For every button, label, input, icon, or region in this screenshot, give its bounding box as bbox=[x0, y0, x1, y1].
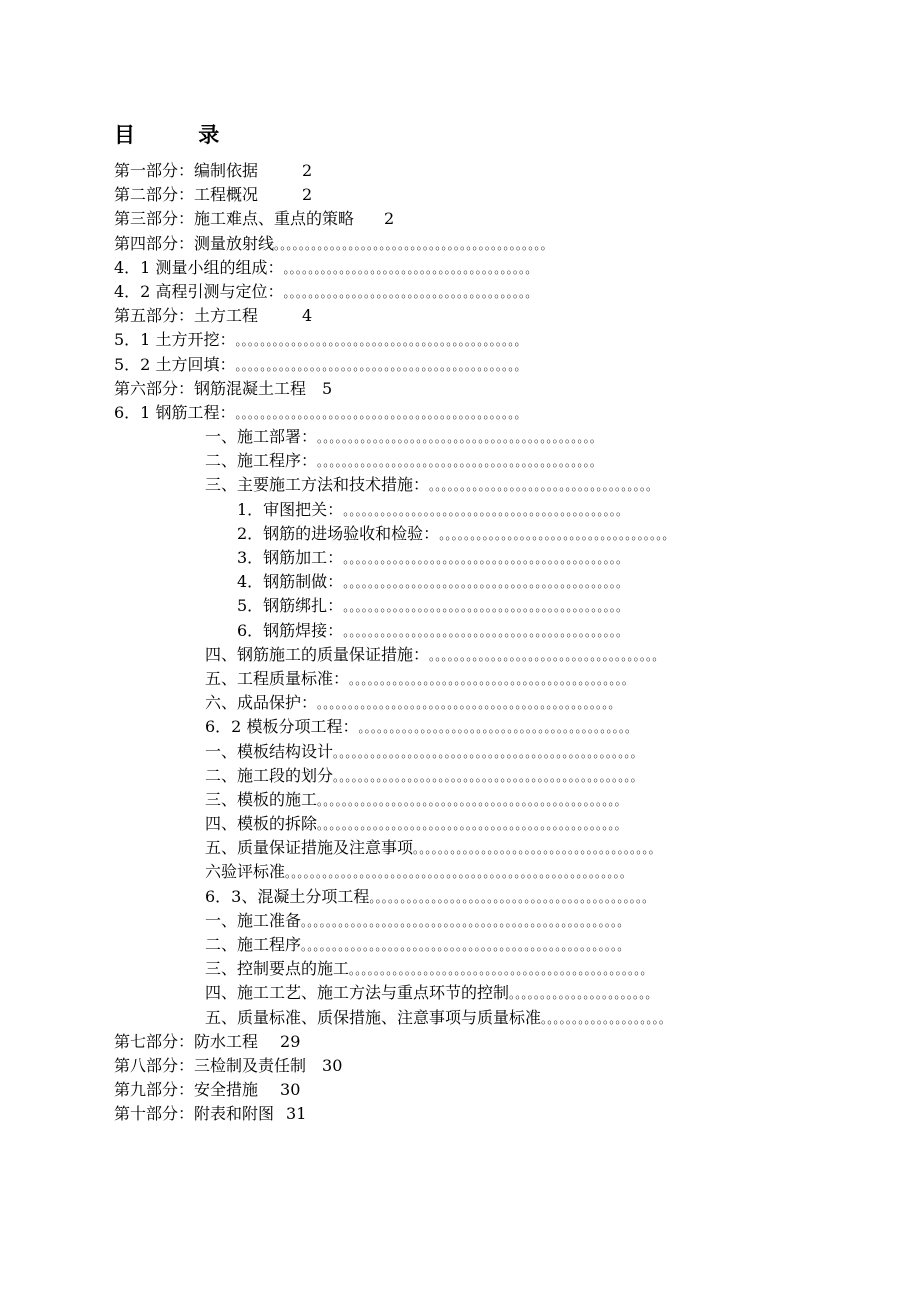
toc-entry-text: 二、施工程序 bbox=[205, 935, 302, 954]
toc-entry-text: 第三部分：施工难点、重点的策略 bbox=[114, 209, 355, 229]
toc-entry-text: 六验评标准 bbox=[205, 862, 286, 882]
toc-entry[interactable] bbox=[0, 256, 920, 280]
toc-entry[interactable] bbox=[0, 909, 920, 933]
toc-entry[interactable] bbox=[0, 353, 920, 377]
toc-entry-leader: 。。。。。。。。。。。。。。。。。。。。。。。。。。。。。。。。。。。。。。。。。。。。。。。。。 bbox=[333, 745, 643, 760]
toc-entry-text: 4．2 高程引测与定位： bbox=[114, 281, 284, 301]
toc-entry-text: 第七部分：防水工程 bbox=[114, 1031, 259, 1051]
toc-entry-text: 三、主要施工方法和技术措施： bbox=[205, 475, 430, 495]
toc-entry-text: 4．钢筋制做： bbox=[237, 572, 344, 592]
toc-entry[interactable] bbox=[0, 183, 920, 207]
toc-entry-text: 第十部分：附表和附图 bbox=[114, 1104, 275, 1124]
toc-entry-text: 五、质量标准、质保措施、注意事项与质量标准 bbox=[205, 1007, 542, 1027]
toc-entry[interactable] bbox=[0, 715, 920, 739]
toc-entry-leader: 。。。。。。。。。。。。。。。。。。。。。。。。。。。。。。。。。。。。。。。。。。。。。 bbox=[317, 455, 603, 470]
toc-entry-leader: 。。。。。。。。。。。。。。。。。。。。。。。。。。。。。。。。。。。。。。。。。。。。。 bbox=[343, 503, 629, 518]
toc-entry[interactable] bbox=[0, 449, 920, 473]
toc-entry-text: 6．钢筋焊接： bbox=[237, 620, 344, 640]
toc-entry-page: 30 bbox=[280, 1080, 301, 1100]
toc-entry[interactable] bbox=[0, 473, 920, 497]
toc-entry-leader: 。。。。。。。。。。。。。。。。。。。。。。。。。。。。。。。。。。。。。。。。。。。。 bbox=[274, 237, 553, 252]
toc-entry-text: 四、钢筋施工的质量保证措施： bbox=[205, 644, 430, 664]
toc-entry[interactable] bbox=[0, 860, 920, 884]
toc-entry-leader: 。。。。。。。。。。。。。。。。。。。。。。。。。。。。。。。。。。。。。。。。。。。。。。。。。。。。 bbox=[301, 914, 630, 929]
toc-entry-leader: 。。。。。。。。。。。。。。。。。。。。。。。。。。。。。。。。。。。。。 bbox=[439, 527, 675, 542]
toc-entry[interactable] bbox=[0, 643, 920, 667]
toc-entry-leader: 。。。。。。。。。。。。。。。。。。。。。。。。。。。。。。。。。。。。。。。。。。。。。。。。。。。。。。。 bbox=[285, 866, 633, 881]
toc-entry-page: 4 bbox=[302, 306, 313, 326]
toc-entry[interactable] bbox=[0, 498, 920, 522]
toc-entry-leader: 。。。。。。。。。。。。。。。。。。。。。。。。。。。。。。。。。。。。。。。。。。。。。。 bbox=[235, 406, 527, 421]
toc-entry-text: 二、施工程序： bbox=[205, 451, 318, 471]
toc-entry[interactable] bbox=[0, 667, 920, 691]
toc-entry-page: 31 bbox=[286, 1104, 307, 1124]
toc-entry[interactable] bbox=[0, 788, 920, 812]
toc-entry-text: 三、控制要点的施工 bbox=[205, 959, 350, 979]
toc-entry-text: 六、成品保护： bbox=[205, 693, 318, 713]
toc-entry[interactable] bbox=[0, 232, 920, 256]
toc-entry[interactable] bbox=[0, 570, 920, 594]
toc-entry-leader: 。。。。。。。。。。。。。。。。。。。。。。。。。。。。。。。。。。。。。。。。。。。。。。 bbox=[235, 334, 527, 349]
toc-entry[interactable] bbox=[0, 594, 920, 618]
toc-entry-text: 5．钢筋绑扎： bbox=[237, 596, 344, 616]
toc-entry-text: 5．2 土方回填： bbox=[114, 354, 236, 374]
toc-entry-leader: 。。。。。。。。。。。。。。。。。。。。。。。。。。。。。。。。。。。。。。。。。。。。。。。。 bbox=[349, 963, 653, 978]
toc-entry-text: 2．钢筋的进场验收和检验： bbox=[237, 523, 440, 543]
toc-entry[interactable] bbox=[0, 401, 920, 425]
toc-entry[interactable] bbox=[0, 377, 920, 401]
toc-entry[interactable] bbox=[0, 328, 920, 352]
toc-entry-text: 三、模板的施工 bbox=[205, 789, 318, 809]
toc-title: 目 录 bbox=[114, 122, 248, 147]
toc-entry-leader: 。。。。。。。。。。。。。。。。。。。。。。。。。。。。。。。。。。。。。。。。。。。。。 bbox=[343, 576, 629, 591]
toc-entry-text: 第九部分：安全措施 bbox=[114, 1080, 259, 1100]
toc-entry-page: 2 bbox=[384, 209, 395, 229]
toc-entry[interactable] bbox=[0, 812, 920, 836]
toc-entry[interactable] bbox=[0, 764, 920, 788]
toc-entry[interactable] bbox=[0, 1102, 920, 1126]
toc-entry-leader: 。。。。。。。。。。。。。。。。。。。。。。。。。。。。。。。。。。。。。。。。。。。。。。。。 bbox=[317, 697, 621, 712]
toc-entry-text: 5．1 土方开挖： bbox=[114, 330, 236, 350]
toc-entry[interactable] bbox=[0, 957, 920, 981]
toc-entry[interactable] bbox=[0, 1054, 920, 1078]
toc-entry-page: 2 bbox=[302, 185, 313, 205]
toc-entry[interactable] bbox=[0, 425, 920, 449]
toc-entry[interactable] bbox=[0, 1078, 920, 1102]
toc-entry-text: 6．3、混凝土分项工程 bbox=[205, 886, 370, 906]
toc-entry[interactable] bbox=[0, 207, 920, 231]
toc-entry-text: 一、模板结构设计 bbox=[205, 741, 334, 761]
toc-entry[interactable] bbox=[0, 933, 920, 957]
toc-entry-text: 第四部分：测量放射线 bbox=[114, 233, 275, 253]
toc-entry-page: 30 bbox=[322, 1055, 343, 1075]
toc-entry-leader: 。。。。。。。。。。。。。。。。。。。。。。。。。。。。。。。。。。。。。。。。。。。。。。。。。 bbox=[317, 793, 627, 808]
toc-entry-leader: 。。。。。。。。。。。。。。。。。。。。。。。。。。。。。。。。。。。。。。。。 bbox=[283, 261, 538, 276]
toc-entry-leader: 。。。。。。。。。。。。。。。。。。。。。。。。。。。。。。。。。。。。。。。。。。。。。 bbox=[317, 431, 603, 446]
toc-entry-text: 3．钢筋加工： bbox=[237, 548, 344, 567]
toc-entry[interactable] bbox=[0, 836, 920, 860]
toc-entry-text: 五、工程质量标准： bbox=[205, 668, 350, 688]
toc-entry[interactable] bbox=[0, 280, 920, 304]
toc-entry[interactable] bbox=[0, 1006, 920, 1030]
toc-entry-leader: 。。。。。。。。。。。。。。。。。。。。。。。。。。。。。。。。。。。。。。。。。。。。。 bbox=[343, 600, 629, 615]
toc-entry[interactable] bbox=[0, 159, 920, 183]
toc-entry-text: 6．2 模板分项工程： bbox=[205, 717, 359, 737]
toc-entry[interactable] bbox=[0, 619, 920, 643]
toc-entry-text: 第二部分：工程概况 bbox=[114, 185, 259, 205]
toc-entry-text: 一、施工部署： bbox=[205, 427, 318, 447]
toc-entry-text: 四、模板的拆除 bbox=[205, 814, 318, 834]
toc-entry-text: 1．审图把关： bbox=[237, 499, 344, 519]
toc-entry-leader: 。。。。。。。。。。。。。。。。。。。。。。。。。。。。。。。。。。。。。。。。。。。。。 bbox=[349, 672, 635, 687]
toc-entry-text: 五、质量保证措施及注意事项 bbox=[205, 838, 414, 858]
toc-entry[interactable] bbox=[0, 522, 920, 546]
toc-entry-leader: 。。。。。。。。。。。。。。。。。。。。。。。。。。。。。。。。。。。。。。。。。。。。。。。。。 bbox=[333, 769, 643, 784]
toc-entry-leader: 。。。。。。。。。。。。。。。。。。。。。。。。。。。。。。。。。。。。。。。。。。。。。 bbox=[369, 890, 655, 905]
toc-entry-page: 2 bbox=[302, 161, 313, 180]
toc-entry-leader: 。。。。。。。。。。。。。。。。。。。。。。。。。。。。。。。。。。。。。 bbox=[429, 648, 665, 663]
toc-entry[interactable] bbox=[0, 1030, 920, 1054]
toc-entry[interactable] bbox=[0, 885, 920, 909]
toc-entry[interactable] bbox=[0, 304, 920, 328]
toc-entry-text: 一、施工准备 bbox=[205, 910, 302, 930]
toc-entry-leader: 。。。。。。。。。。。。。。。。。。。。。。。。。。。。。。。。。。。。。。。。。。。。。。。。。 bbox=[317, 818, 627, 833]
toc-entry-text: 二、施工段的划分 bbox=[205, 765, 334, 785]
toc-entry-text: 6．1 钢筋工程： bbox=[114, 402, 236, 422]
toc-entry-page: 5 bbox=[322, 378, 333, 398]
toc-entry-leader: 。。。。。。。。。。。。。。。。。。。。。。。。。。。。。。。。。。。。。。。。。。。。。 bbox=[343, 624, 629, 639]
toc-entry-leader: 。。。。。。。。。。。。。。。。。。。。。。。。。。。。。。。。。。。。。。。。。。。。。 bbox=[343, 552, 629, 566]
toc-entry[interactable] bbox=[0, 546, 920, 570]
toc-entry[interactable] bbox=[0, 740, 920, 764]
toc-entry-leader: 。。。。。。。。。。。。。。。。。。。。 bbox=[541, 1011, 672, 1026]
toc-list bbox=[0, 159, 920, 1127]
toc-entry-text: 四、施工工艺、施工方法与重点环节的控制 bbox=[205, 983, 510, 1003]
toc-entry-text: 第五部分：土方工程 bbox=[114, 306, 259, 326]
toc-entry-text: 第六部分：钢筋混凝土工程 bbox=[114, 378, 307, 398]
toc-entry[interactable] bbox=[0, 981, 920, 1005]
toc-entry-text: 第八部分：三检制及责任制 bbox=[114, 1055, 307, 1075]
toc-entry-text: 4．1 测量小组的组成： bbox=[114, 257, 284, 277]
toc-entry-leader: 。。。。。。。。。。。。。。。。。。。。。。。。。。。。。。。。。。。。。。。。。。。。。。 bbox=[235, 358, 527, 373]
toc-entry-leader: 。。。。。。。。。。。。。。。。。。。。。。。。。。。。。。。。。。。。。。。 bbox=[413, 842, 661, 857]
toc-entry-leader: 。。。。。。。。。。。。。。。。。。。。。。。。。。。。。。。。。。。。。。。。。。。。。。。。。。。。 bbox=[301, 939, 630, 953]
toc-entry-leader: 。。。。。。。。。。。。。。。。。。。。。。。。。。。。。。。。。。。。 bbox=[429, 479, 659, 494]
toc-entry-leader: 。。。。。。。。。。。。。。。。。。。。。。。。。。。。。。。。。。。。。。。。。。。。 bbox=[358, 721, 638, 736]
toc-entry-leader: 。。。。。。。。。。。。。。。。。。。。。。。。。。。。。。。。。。。。。。。。 bbox=[283, 285, 538, 300]
toc-entry[interactable] bbox=[0, 691, 920, 715]
toc-entry-leader: 。。。。。。。。。。。。。。。。。。。。。。。 bbox=[509, 987, 658, 1002]
toc-entry-text: 第一部分：编制依据 bbox=[114, 161, 259, 180]
toc-entry-page: 29 bbox=[280, 1031, 301, 1051]
